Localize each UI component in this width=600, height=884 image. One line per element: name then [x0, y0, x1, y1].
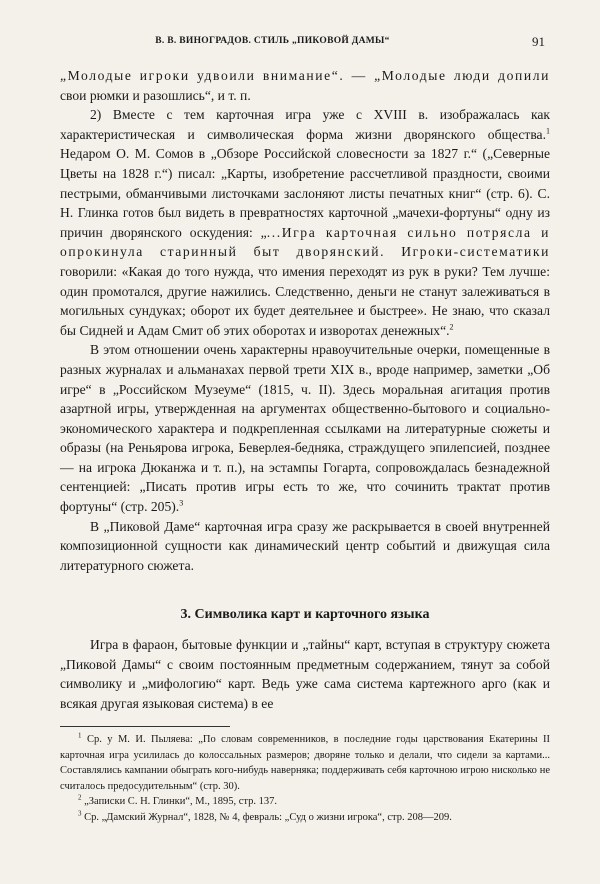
- paragraph-2: [60, 105, 550, 340]
- paragraph-3-text: В этом отношении очень характерны нравоучительные очерки, помещенные в разных журналах и альманахах первой трети XIX в., вроде например, заметки „Об игре“ в „Российском Музеуме“ (1815, ч. II). Здесь моральная агитация против азартной игры, утвержденная на аргументах общественно-бытового и социально-экономического характера и подкрепленная ссылками на литературные сюжеты и образы (на Реньярова игрока, Беверлея-бедняка, страждущего эпилепсией, позднее — на игрока Дюканжа и т. п.), на эстампы Гогарта, сопровождалась безнадежной сентенцией: „Писать против игры есть то же, что сочинить трактат против фортуны“ (стр. 205).: [60, 342, 550, 515]
- footnote-2-text: „Записки С. Н. Глинки“, М., 1895, стр. 137.: [84, 796, 278, 807]
- footnote-3: [60, 810, 550, 826]
- main-text: [60, 66, 550, 713]
- spaced-glinka-quote: ...Игра карточная сильно потрясла и опрокинула старинный быт дворянский. Игроки-систематики: [60, 224, 551, 260]
- footnote-1: [60, 732, 550, 794]
- footnote-2-mark: 2: [78, 793, 82, 802]
- footnote-3-text: Ср. „Дамский Журнал“, 1828, № 4, февраль: „Суд о жизни игрока“, стр. 208—209.: [84, 811, 452, 823]
- paragraph-3: [60, 340, 550, 516]
- running-head: В. В. ВИНОГРАДОВ. СТИЛЬ „ПИКОВОЙ ДАМЫ“: [155, 36, 390, 46]
- paragraph-1-tail: свои рюмки и разошлись“, и т. п.: [60, 87, 251, 103]
- paragraph-5: Игра в фараон, бытовые функции и „тайны“ карт, вступая в структуру сюжета „Пиковой Дамы“ с своим постоянным предметным содержанием, тянут за собой символику и „мифологию“ карт. Ведь уже сама система картежного арго (как и всякая другая языковая система) в ее: [60, 637, 550, 711]
- section-title: 3. Символика карт и карточного языка: [180, 607, 430, 623]
- footnote-divider: [60, 726, 230, 727]
- footnote-ref-2[interactable]: 2: [449, 322, 454, 332]
- paragraph-1: [60, 66, 550, 105]
- footnote-ref-1[interactable]: 1: [546, 126, 550, 136]
- page-number: 91: [532, 34, 545, 49]
- footnote-1-mark: 1: [78, 731, 82, 740]
- paragraph-2-start: 2) Вместе с тем карточная игра уже с XVIII в. изображалась как характеристическая и символическая форма жизни дворянского общества.: [60, 107, 550, 142]
- footnote-ref-3[interactable]: 3: [179, 498, 184, 508]
- footnotes: [60, 732, 550, 825]
- footnote-3-mark: 3: [78, 809, 82, 817]
- paragraph-2-mid: Недаром О. М. Сомов в „Обзоре Российской словесности за 1827 г.“ („Северные Цветы на 1828 г.“) писал: „Карты, изобретение рассчетливой праздности, своими пестрыми, обманчивыми листочками заслоняют листы печатных книг“ (стр. 6). С. Н. Глинка готов был видеть в превратностях карточной „мачехи-фортуны“ одну из причин дворянского оскудения: „: [60, 146, 550, 240]
- spaced-quote: „Молодые игроки удвоили внимание“. — „Молодые люди допили: [60, 68, 550, 83]
- footnote-2: [60, 794, 550, 810]
- paragraph-2-end: говорили: «Какая до того нужда, что имения переходят из рук в руки? Тем лучше: один промотался, другие нажились. Следственно, деньги не станут залеживаться в могильных сундуках; оборот их будет деятельнее и быстрее». Не знаю, что сказал бы Сидней и Адам Смит об этих оборотах и изворотах денежных“.: [60, 263, 550, 338]
- paragraph-4: В „Пиковой Даме“ карточная игра сразу же раскрывается в своей внутренней композиционной сущности как динамический центр событий и движущая сила литературного сюжета.: [60, 518, 550, 573]
- page-header: [60, 36, 545, 54]
- footnote-1-text: Ср. у М. И. Пыляева: „По словам современников, в последние годы царствования Екатерины II карточная игра усилилась до колоссальных размеров; дворяне только и делали, что сидели за картами... Составлялись кампании обыграть кого-нибудь наверняка; поддерживать себя карточною игрою нисколько не считалось предосудительным“ (стр. 30).: [60, 734, 551, 792]
